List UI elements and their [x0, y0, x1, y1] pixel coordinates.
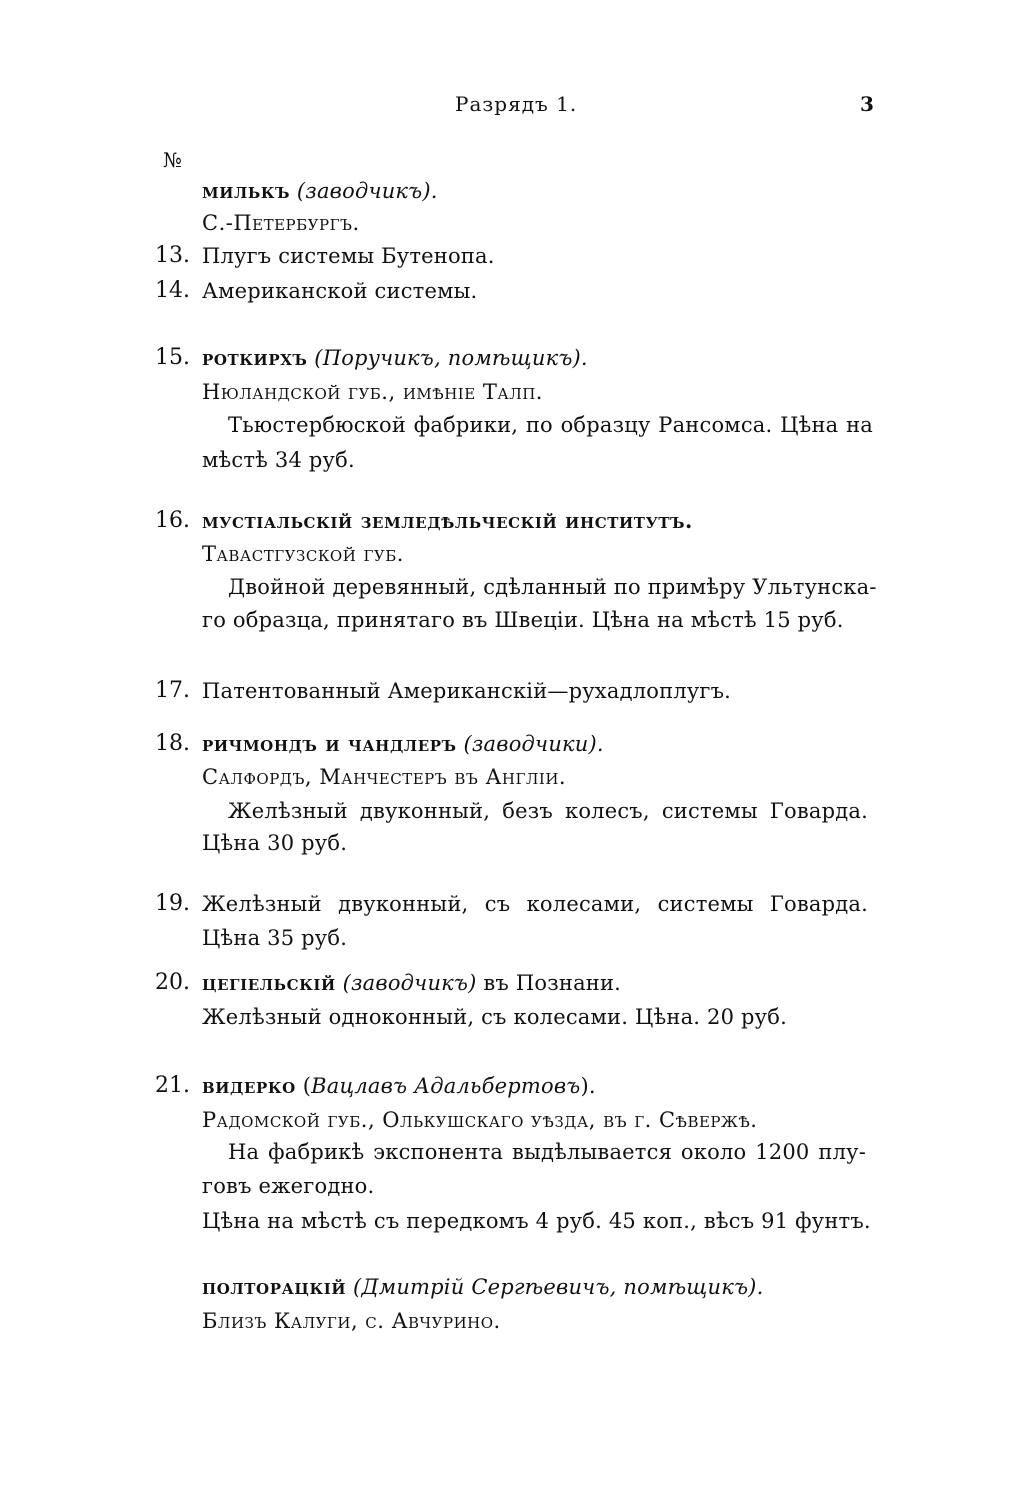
item-description: говъ ежегодно.	[202, 1174, 375, 1198]
entry-heading-rotkirkh	[202, 344, 588, 372]
exhibitor-role: (Поручикъ, помѣщикъ).	[314, 346, 588, 370]
item-description: Цѣна на мѣстѣ съ передкомъ 4 руб. 45 коп., вѣсъ 91 фунтъ.	[202, 1209, 871, 1233]
exhibitor-name: милькъ	[202, 178, 291, 203]
item-description: мѣстѣ 34 руб.	[202, 448, 355, 472]
exhibitor-role: Вацлавъ Адальбертовъ	[311, 1074, 581, 1098]
exhibitor-place: Тавастгузской губ.	[202, 542, 404, 566]
exhibitor-role: (заводчикъ)	[342, 971, 477, 995]
item-number: 14.	[155, 278, 190, 303]
entry-heading-tsegielski	[202, 969, 621, 997]
item-description: го образца, принятаго въ Швеціи. Цѣна на мѣстѣ 15 руб.	[202, 608, 844, 632]
item-number: 13.	[155, 243, 190, 268]
entry-heading-poltoratsky	[202, 1273, 763, 1301]
exhibitor-role: (заводчики).	[463, 732, 604, 756]
item-description: Двойной деревянный, сдѣланный по примѣру Ультунска-	[228, 575, 877, 599]
exhibitor-name: полторацкій	[202, 1274, 347, 1299]
item-number: 17.	[155, 678, 190, 703]
exhibitor-name: цегіельскій	[202, 970, 336, 995]
exhibitor-place: С.-Петербургъ.	[202, 211, 360, 235]
item-description: Желѣзный двуконный, безъ колесъ, системы Говарда.	[228, 799, 868, 823]
item-description: На фабрикѣ экспонента выдѣлывается около 1200 плу-	[228, 1140, 866, 1164]
entry-heading-richmond	[202, 730, 604, 758]
item-description: Тьюстербюской фабрики, по образцу Рансомса. Цѣна на	[228, 413, 873, 437]
item-description: Желѣзный одноконный, съ колесами. Цѣна. 20 руб.	[202, 1005, 787, 1029]
item-description: Желѣзный двуконный, съ колесами, системы Говарда.	[202, 892, 868, 916]
exhibitor-location: въ Познани.	[483, 971, 622, 995]
exhibitor-place: Радомской губ., Олькушскаго уѣзда, въ г. Сѣвержѣ.	[202, 1108, 758, 1132]
item-number: 15.	[155, 345, 190, 370]
item-number: 18.	[155, 731, 190, 756]
running-header: Разрядъ 1.	[455, 92, 578, 116]
exhibitor-name: ричмондъ и чандлеръ	[202, 731, 457, 756]
exhibitor-place: Близъ Калуги, с. Авчурино.	[202, 1309, 501, 1333]
exhibitor-name: видерко	[202, 1073, 296, 1098]
exhibitor-place: Салфордъ, Манчестеръ въ Англіи.	[202, 765, 567, 789]
item-text: Американской системы.	[202, 279, 478, 303]
number-column-mark: №	[163, 148, 183, 172]
item-number: 20.	[155, 970, 190, 995]
exhibitor-name: мустіальскій земледѣльческій институтъ.	[202, 508, 693, 533]
item-text: Плугъ системы Бутенопа.	[202, 244, 495, 268]
entry-heading-milk	[202, 177, 438, 205]
page-number: 3	[860, 92, 875, 116]
exhibitor-role: (заводчикъ).	[296, 179, 438, 203]
item-description: Цѣна 30 руб.	[202, 831, 348, 855]
role-close-paren: ).	[580, 1074, 596, 1098]
exhibitor-role: (Дмитрій Сергѣевичъ, помѣщикъ).	[353, 1275, 764, 1299]
item-description: Цѣна 35 руб.	[202, 926, 348, 950]
exhibitor-place: Нюландской губ., имѣніе Талп.	[202, 380, 543, 404]
item-number: 21.	[155, 1073, 190, 1098]
entry-heading-viderko	[202, 1072, 596, 1100]
item-text: Патентованный Американскій—рухадлоплугъ.	[202, 679, 732, 703]
exhibitor-name: роткирхъ	[202, 345, 308, 370]
item-number: 19.	[155, 891, 190, 916]
role-open-paren: (	[302, 1074, 312, 1098]
item-number: 16.	[155, 508, 190, 533]
